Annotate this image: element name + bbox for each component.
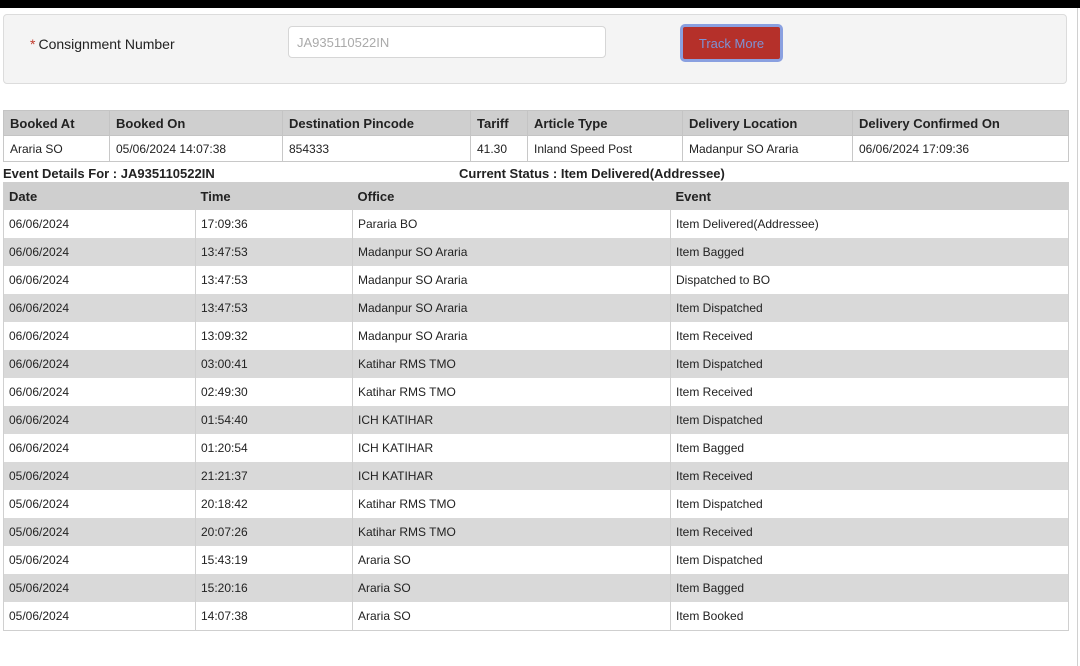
event-time: 01:20:54 [196,434,353,462]
event-row [4,434,1069,462]
event-row [4,266,1069,294]
event-office: Katihar RMS TMO [353,350,671,378]
event-row [4,378,1069,406]
tracking-form-panel [3,14,1067,84]
event-row [4,462,1069,490]
event-office: Katihar RMS TMO [353,518,671,546]
summary-header-booked-on: Booked On [110,111,283,136]
event-time: 13:09:32 [196,322,353,350]
event-office: Araria SO [353,574,671,602]
event-date: 05/06/2024 [4,490,196,518]
event-date: 06/06/2024 [4,322,196,350]
summary-header-article-type: Article Type [528,111,683,136]
event-date: 05/06/2024 [4,518,196,546]
event-description: Item Received [671,518,1069,546]
event-time: 02:49:30 [196,378,353,406]
events-header-event: Event [671,183,1069,211]
event-row [4,294,1069,322]
event-date: 06/06/2024 [4,238,196,266]
event-description: Item Dispatched [671,350,1069,378]
event-time: 20:07:26 [196,518,353,546]
event-time: 17:09:36 [196,210,353,238]
event-office: Madanpur SO Araria [353,238,671,266]
event-date: 05/06/2024 [4,462,196,490]
events-header-office: Office [353,183,671,211]
event-time: 03:00:41 [196,350,353,378]
event-time: 13:47:53 [196,266,353,294]
summary-header-row [4,111,1069,136]
event-time: 01:54:40 [196,406,353,434]
event-time: 13:47:53 [196,238,353,266]
event-date: 06/06/2024 [4,210,196,238]
event-time: 21:21:37 [196,462,353,490]
event-row [4,322,1069,350]
event-office: ICH KATIHAR [353,462,671,490]
event-description: Item Bagged [671,434,1069,462]
event-time: 15:20:16 [196,574,353,602]
event-description: Item Booked [671,602,1069,631]
events-header-row [4,183,1069,211]
event-description: Item Received [671,378,1069,406]
summary-delivery-location: Madanpur SO Araria [683,136,853,162]
current-status-label: Current Status : Item Delivered(Addressee) [459,166,725,181]
event-office: Madanpur SO Araria [353,266,671,294]
event-time: 13:47:53 [196,294,353,322]
event-description: Item Dispatched [671,546,1069,574]
event-section-header [3,164,1068,182]
event-date: 05/06/2024 [4,546,196,574]
event-office: Katihar RMS TMO [353,378,671,406]
event-office: ICH KATIHAR [353,434,671,462]
event-row [4,238,1069,266]
event-date: 06/06/2024 [4,378,196,406]
event-time: 15:43:19 [196,546,353,574]
summary-booked-at: Araria SO [4,136,110,162]
summary-row [4,136,1069,162]
summary-article-type: Inland Speed Post [528,136,683,162]
event-description: Item Dispatched [671,406,1069,434]
event-office: Katihar RMS TMO [353,490,671,518]
track-more-button[interactable]: Track More [680,24,783,62]
event-date: 06/06/2024 [4,294,196,322]
event-history-table [3,182,1069,631]
summary-header-booked-at: Booked At [4,111,110,136]
event-row [4,574,1069,602]
booking-summary-table [3,110,1069,162]
event-date: 05/06/2024 [4,574,196,602]
consignment-number-label-text: Consignment Number [38,36,175,52]
event-date: 05/06/2024 [4,602,196,631]
events-header-date: Date [4,183,196,211]
summary-delivery-confirmed-on: 06/06/2024 17:09:36 [853,136,1069,162]
summary-booked-on: 05/06/2024 14:07:38 [110,136,283,162]
event-row [4,546,1069,574]
consignment-number-label [30,36,175,52]
event-office: Madanpur SO Araria [353,322,671,350]
event-date: 06/06/2024 [4,434,196,462]
consignment-number-input[interactable] [288,26,606,58]
top-black-bar [0,0,1080,8]
event-office: Araria SO [353,602,671,631]
event-description: Item Bagged [671,238,1069,266]
event-time: 20:18:42 [196,490,353,518]
required-asterisk: * [30,36,36,52]
event-row [4,406,1069,434]
summary-header-tariff: Tariff [471,111,528,136]
event-row [4,518,1069,546]
event-row [4,210,1069,238]
event-office: ICH KATIHAR [353,406,671,434]
right-edge-divider [1077,8,1078,666]
event-description: Item Delivered(Addressee) [671,210,1069,238]
event-description: Item Dispatched [671,490,1069,518]
summary-header-delivery-location: Delivery Location [683,111,853,136]
summary-header-destination-pincode: Destination Pincode [283,111,471,136]
event-office: Pararia BO [353,210,671,238]
summary-destination-pincode: 854333 [283,136,471,162]
events-header-time: Time [196,183,353,211]
event-description: Item Received [671,322,1069,350]
summary-header-delivery-confirmed-on: Delivery Confirmed On [853,111,1069,136]
event-description: Dispatched to BO [671,266,1069,294]
event-time: 14:07:38 [196,602,353,631]
event-date: 06/06/2024 [4,266,196,294]
event-details-for-label: Event Details For : JA935110522IN [3,166,215,181]
event-row [4,602,1069,631]
event-row [4,350,1069,378]
event-office: Madanpur SO Araria [353,294,671,322]
event-description: Item Received [671,462,1069,490]
summary-tariff: 41.30 [471,136,528,162]
event-description: Item Dispatched [671,294,1069,322]
event-row [4,490,1069,518]
event-date: 06/06/2024 [4,406,196,434]
event-date: 06/06/2024 [4,350,196,378]
event-office: Araria SO [353,546,671,574]
event-description: Item Bagged [671,574,1069,602]
